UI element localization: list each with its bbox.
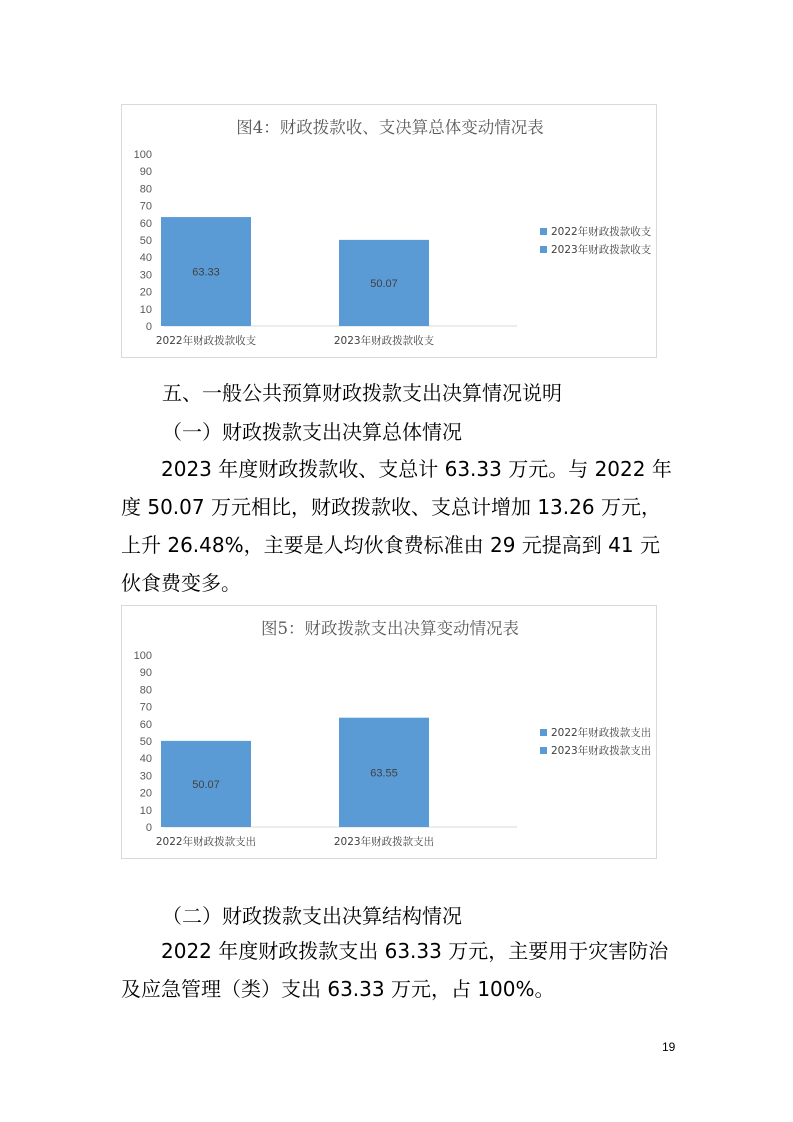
y-tick-label: 20 (139, 286, 152, 299)
category-label: 2022年财政拨款支出 (155, 836, 257, 848)
y-tick-label: 70 (139, 200, 152, 213)
y-tick-label: 10 (139, 303, 152, 316)
data-label: 63.55 (370, 767, 398, 780)
category-label: 2022年财政拨款收支 (155, 335, 257, 347)
legend-swatch (540, 228, 547, 235)
y-tick-label: 50 (139, 736, 152, 748)
chart-title: 图5：财政拨款支出决算变动情况表 (261, 619, 519, 638)
y-tick-label: 40 (139, 252, 152, 265)
y-tick-label: 20 (139, 787, 152, 800)
y-tick-label: 0 (145, 321, 152, 333)
y-tick-label: 70 (139, 701, 152, 714)
category-label: 2023年财政拨款支出 (333, 836, 435, 848)
legend-label: 2022年财政拨款支出 (551, 727, 652, 739)
y-tick-label: 10 (139, 804, 152, 817)
paragraph-1-line: 2023 年度财政拨款收、支总计 63.33 万元。与 2022 年 (161, 457, 672, 481)
paragraph-1-line: 伙食费变多。 (121, 571, 241, 595)
y-tick-label: 60 (139, 217, 152, 230)
paragraph-2-line: 2022 年度财政拨款支出 63.33 万元，主要用于灾害防治 (161, 939, 669, 963)
subsection-1-heading: （一）财政拨款支出决算总体情况 (162, 420, 462, 444)
chart-4-svg (122, 105, 658, 359)
paragraph-1-line: 上升 26.48%，主要是人均伙食费标准由 29 元提高到 41 元 (121, 533, 660, 557)
y-tick-label: 80 (139, 684, 152, 697)
chart-title: 图4：财政拨款收、支决算总体变动情况表 (236, 118, 544, 137)
section-heading: 五、一般公共预算财政拨款支出决算情况说明 (162, 381, 562, 405)
legend-swatch (540, 729, 547, 736)
y-tick-label: 60 (139, 718, 152, 731)
y-tick-label: 30 (139, 269, 152, 282)
y-tick-label: 100 (133, 149, 152, 161)
data-label: 63.33 (192, 266, 220, 279)
paragraph-1 (121, 450, 677, 602)
page-number: 19 (662, 1040, 676, 1054)
y-tick-label: 90 (139, 166, 152, 179)
y-tick-label: 100 (133, 650, 152, 662)
legend-swatch (540, 246, 547, 253)
y-tick-label: 40 (139, 753, 152, 766)
paragraph-2-line: 及应急管理（类）支出 63.33 万元，占 100%。 (121, 977, 555, 1001)
legend-label: 2023年财政拨款支出 (551, 745, 652, 757)
chart-4 (121, 104, 657, 358)
chart-5 (121, 605, 657, 859)
data-label: 50.07 (192, 778, 220, 791)
y-tick-label: 80 (139, 183, 152, 196)
y-tick-label: 30 (139, 770, 152, 783)
y-tick-label: 0 (145, 822, 152, 834)
data-label: 50.07 (370, 277, 398, 290)
subsection-2-heading: （二）财政拨款支出决算结构情况 (162, 904, 462, 928)
category-label: 2023年财政拨款收支 (333, 335, 435, 347)
y-tick-label: 90 (139, 667, 152, 680)
legend-label: 2022年财政拨款收支 (551, 226, 652, 238)
legend-label: 2023年财政拨款收支 (551, 244, 652, 256)
paragraph-2 (121, 932, 677, 1008)
legend-swatch (540, 747, 547, 754)
y-tick-label: 50 (139, 235, 152, 247)
chart-5-svg (122, 606, 658, 860)
paragraph-1-line: 度 50.07 万元相比，财政拨款收、支总计增加 13.26 万元， (121, 495, 661, 519)
